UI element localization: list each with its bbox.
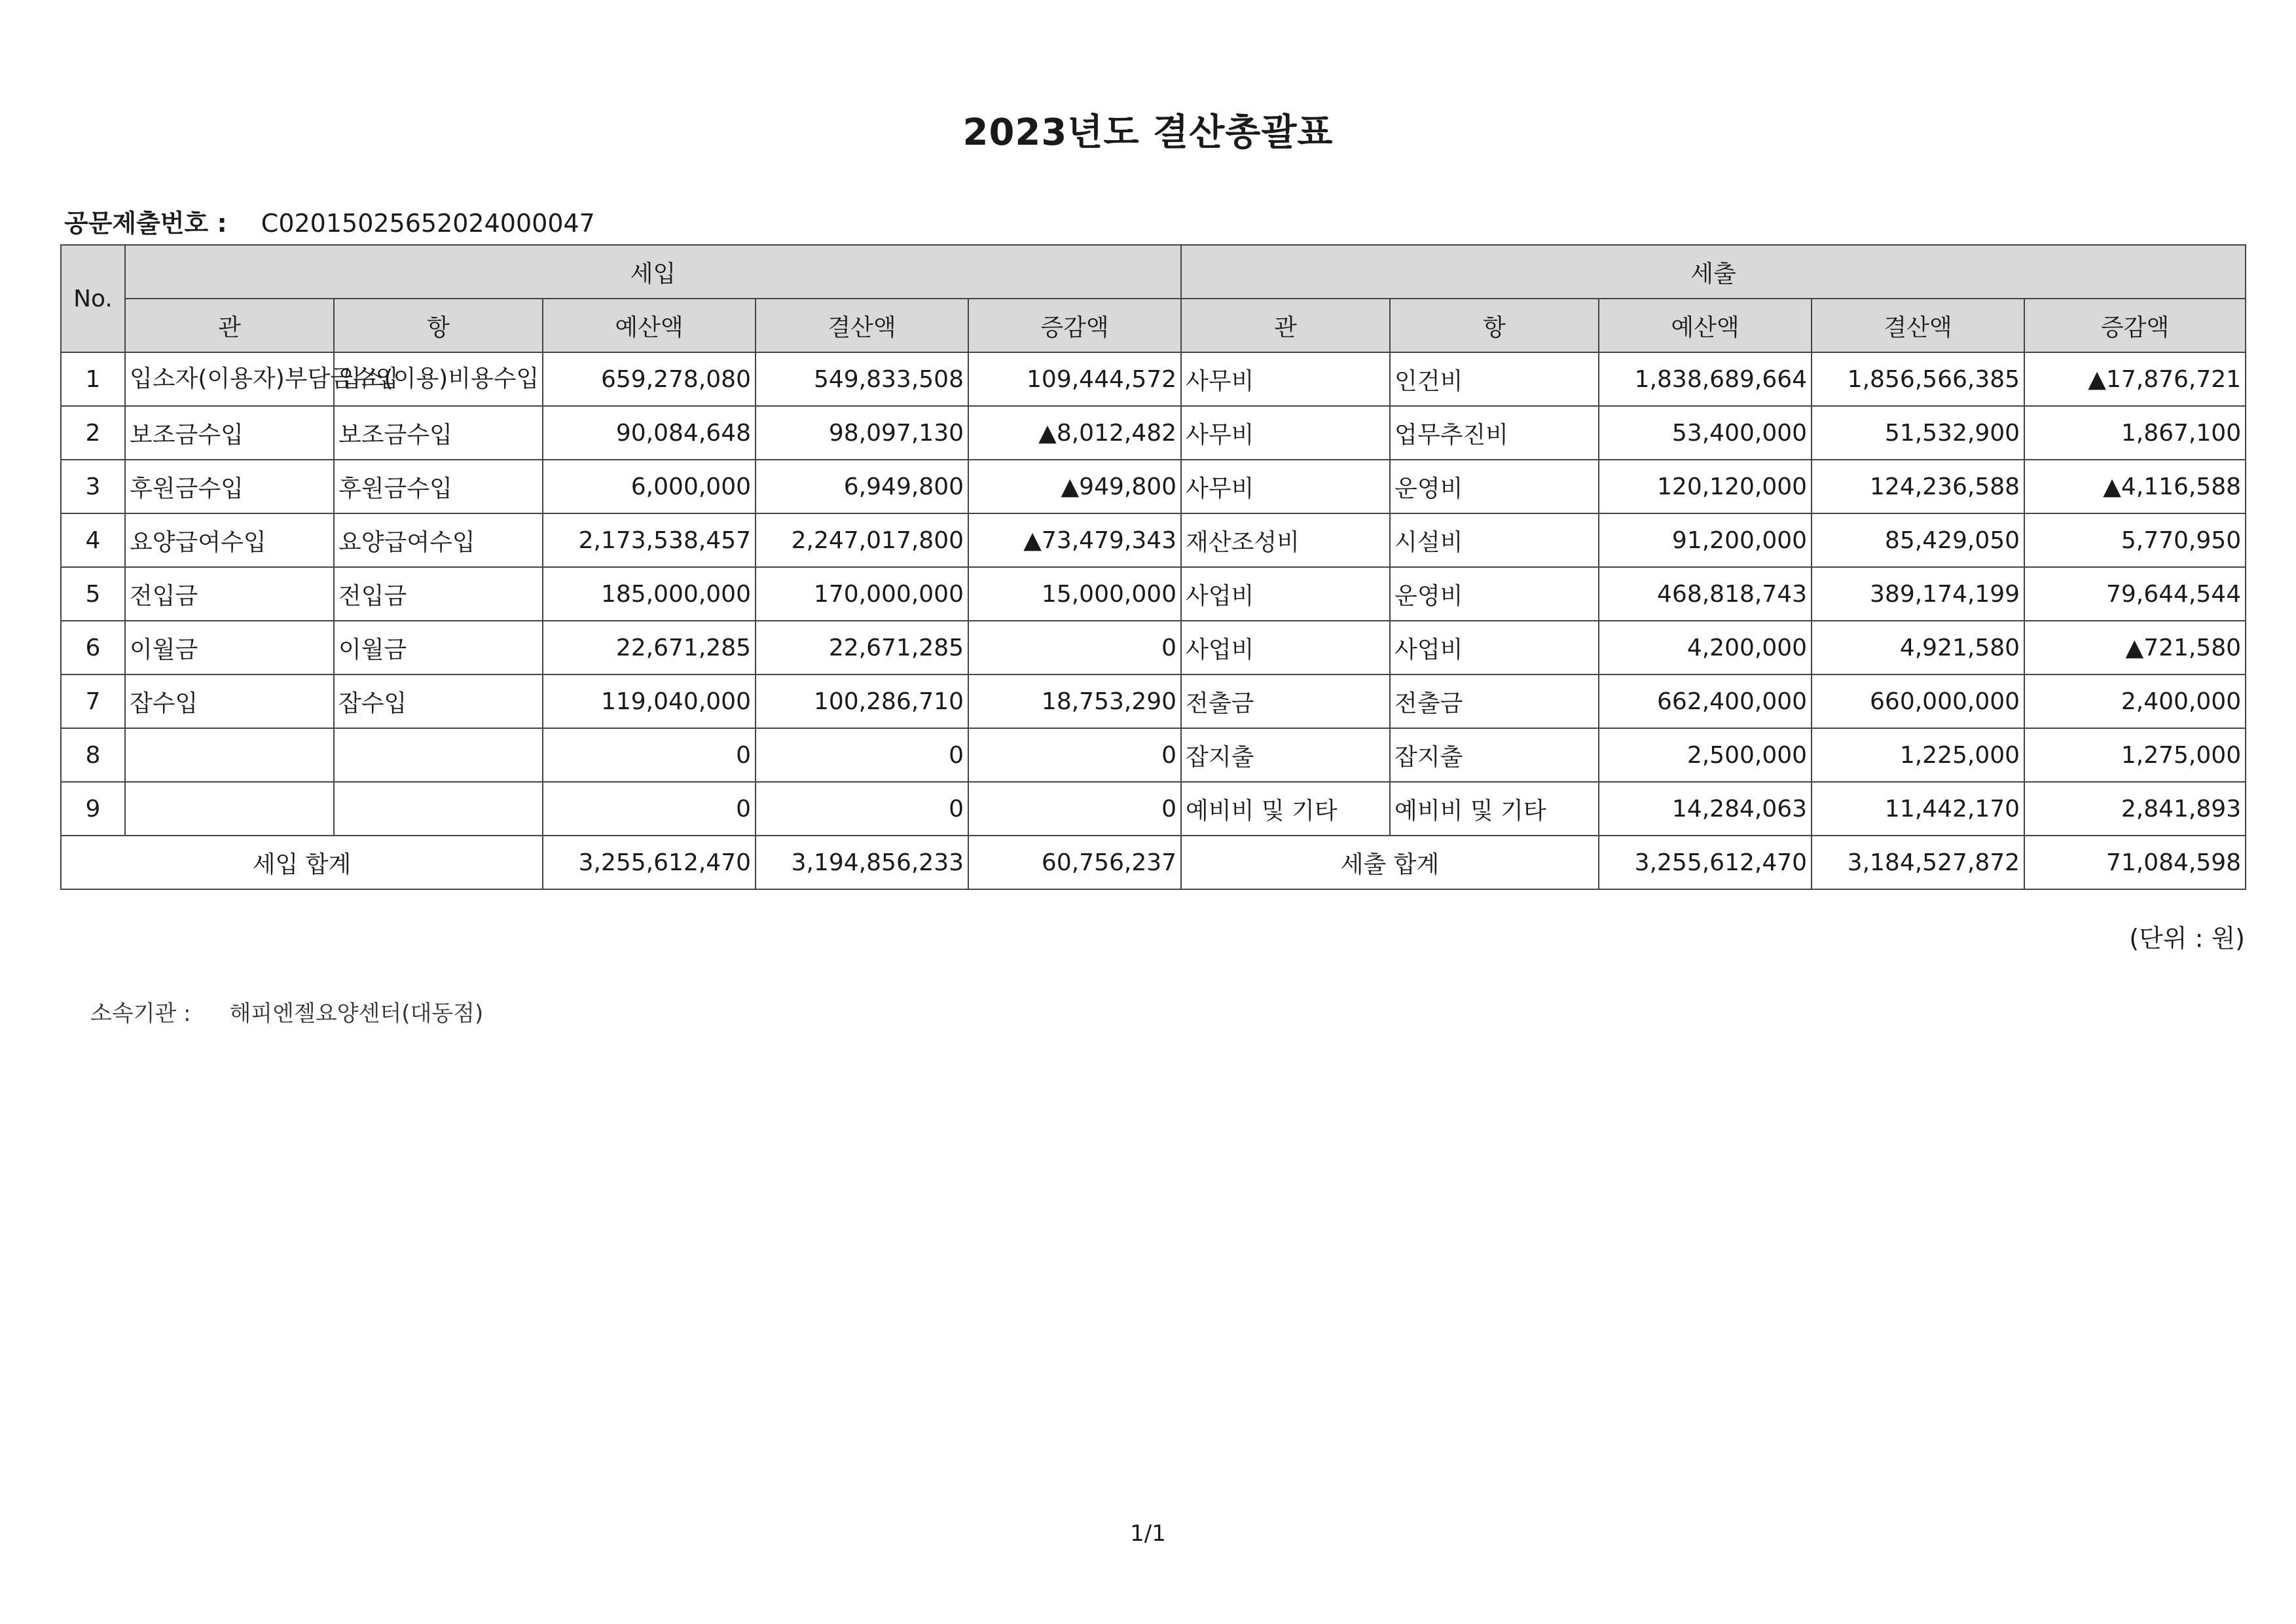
unit-note: (단위 : 원): [2129, 924, 2245, 953]
expense-budget: 53,400,000: [1599, 406, 1812, 460]
table-row: [61, 567, 2246, 621]
table-row: [61, 460, 2246, 513]
expense-total-budget: 3,255,612,470: [1599, 836, 1812, 889]
row-no: 1: [61, 352, 125, 406]
expense-budget: 662,400,000: [1599, 674, 1812, 728]
expense-total-settlement: 3,184,527,872: [1812, 836, 2024, 889]
income-hang: [334, 782, 543, 836]
header-income-gwan: 관: [125, 299, 334, 352]
income-hang: 잡수입: [334, 674, 543, 728]
row-no: 9: [61, 782, 125, 836]
income-hang: 보조금수입: [334, 406, 543, 460]
expense-gwan: 사업비: [1181, 567, 1390, 621]
header-expense-hang: 항: [1390, 299, 1599, 352]
expense-hang: 업무추진비: [1390, 406, 1599, 460]
income-hang: 입소(이용)비용수입: [334, 352, 543, 406]
expense-settlement: 1,856,566,385: [1812, 352, 2024, 406]
header-expense-settlement: 결산액: [1812, 299, 2024, 352]
expense-settlement: 389,174,199: [1812, 567, 2024, 621]
table-row: [61, 621, 2246, 674]
expense-hang: 시설비: [1390, 513, 1599, 567]
row-no: 3: [61, 460, 125, 513]
expense-budget: 91,200,000: [1599, 513, 1812, 567]
row-no: 8: [61, 728, 125, 782]
expense-gwan: 예비비 및 기타: [1181, 782, 1390, 836]
income-budget: 22,671,285: [543, 621, 756, 674]
expense-total-difference: 71,084,598: [2024, 836, 2246, 889]
expense-budget: 14,284,063: [1599, 782, 1812, 836]
expense-settlement: 1,225,000: [1812, 728, 2024, 782]
expense-hang: 인건비: [1390, 352, 1599, 406]
expense-hang: 잡지출: [1390, 728, 1599, 782]
income-budget: 2,173,538,457: [543, 513, 756, 567]
header-income-settlement: 결산액: [756, 299, 968, 352]
expense-settlement: 85,429,050: [1812, 513, 2024, 567]
expense-gwan: 사무비: [1181, 352, 1390, 406]
page-number: 1/1: [1130, 1521, 1166, 1547]
expense-difference: 1,275,000: [2024, 728, 2246, 782]
expense-gwan: 잡지출: [1181, 728, 1390, 782]
expense-settlement: 124,236,588: [1812, 460, 2024, 513]
expense-difference: 79,644,544: [2024, 567, 2246, 621]
header-expense-budget: 예산액: [1599, 299, 1812, 352]
income-gwan: 잡수입: [125, 674, 334, 728]
income-settlement: 98,097,130: [756, 406, 968, 460]
expense-gwan: 사무비: [1181, 460, 1390, 513]
table-row: [61, 674, 2246, 728]
income-budget: 0: [543, 728, 756, 782]
income-budget: 90,084,648: [543, 406, 756, 460]
income-total-label: 세입 합계: [61, 836, 543, 889]
income-hang: [334, 728, 543, 782]
expense-gwan: 전출금: [1181, 674, 1390, 728]
expense-budget: 4,200,000: [1599, 621, 1812, 674]
income-gwan: [125, 728, 334, 782]
expense-hang: 전출금: [1390, 674, 1599, 728]
income-settlement: 170,000,000: [756, 567, 968, 621]
expense-budget: 468,818,743: [1599, 567, 1812, 621]
expense-total-label: 세출 합계: [1181, 836, 1599, 889]
header-no: No.: [61, 245, 125, 352]
income-settlement: 100,286,710: [756, 674, 968, 728]
income-settlement: 2,247,017,800: [756, 513, 968, 567]
row-no: 5: [61, 567, 125, 621]
expense-difference: 5,770,950: [2024, 513, 2246, 567]
expense-difference: ▲17,876,721: [2024, 352, 2246, 406]
income-settlement: 549,833,508: [756, 352, 968, 406]
income-settlement: 22,671,285: [756, 621, 968, 674]
row-no: 7: [61, 674, 125, 728]
income-gwan: 후원금수입: [125, 460, 334, 513]
document-title: 2023년도 결산총괄표: [962, 111, 1334, 154]
expense-difference: 1,867,100: [2024, 406, 2246, 460]
expense-gwan: 재산조성비: [1181, 513, 1390, 567]
income-gwan: 입소자(이용자)부담금수입: [125, 352, 334, 406]
expense-difference: 2,400,000: [2024, 674, 2246, 728]
header-expense: 세출: [1181, 245, 2246, 299]
expense-difference: ▲721,580: [2024, 621, 2246, 674]
organization-name: 해피엔젤요양센터(대동점): [229, 1001, 484, 1027]
expense-hang: 운영비: [1390, 460, 1599, 513]
table-row: [61, 352, 2246, 406]
income-difference: ▲8,012,482: [968, 406, 1181, 460]
income-total-budget: 3,255,612,470: [543, 836, 756, 889]
income-total-settlement: 3,194,856,233: [756, 836, 968, 889]
income-gwan: 전입금: [125, 567, 334, 621]
expense-settlement: 51,532,900: [1812, 406, 2024, 460]
income-difference: ▲949,800: [968, 460, 1181, 513]
header-income-difference: 증감액: [968, 299, 1181, 352]
income-settlement: 0: [756, 782, 968, 836]
income-gwan: 요양급여수입: [125, 513, 334, 567]
income-hang: 이월금: [334, 621, 543, 674]
income-gwan: 이월금: [125, 621, 334, 674]
income-difference: 0: [968, 728, 1181, 782]
expense-settlement: 11,442,170: [1812, 782, 2024, 836]
row-no: 6: [61, 621, 125, 674]
income-hang: 전입금: [334, 567, 543, 621]
expense-hang: 운영비: [1390, 567, 1599, 621]
expense-gwan: 사무비: [1181, 406, 1390, 460]
row-no: 2: [61, 406, 125, 460]
expense-settlement: 4,921,580: [1812, 621, 2024, 674]
expense-gwan: 사업비: [1181, 621, 1390, 674]
income-difference: ▲73,479,343: [968, 513, 1181, 567]
income-gwan: [125, 782, 334, 836]
expense-hang: 사업비: [1390, 621, 1599, 674]
table-row: [61, 728, 2246, 782]
income-settlement: 6,949,800: [756, 460, 968, 513]
income-total-difference: 60,756,237: [968, 836, 1181, 889]
income-budget: 659,278,080: [543, 352, 756, 406]
income-difference: 0: [968, 621, 1181, 674]
row-no: 4: [61, 513, 125, 567]
income-gwan: 보조금수입: [125, 406, 334, 460]
table-row: [61, 406, 2246, 460]
income-difference: 0: [968, 782, 1181, 836]
expense-budget: 1,838,689,664: [1599, 352, 1812, 406]
income-budget: 0: [543, 782, 756, 836]
expense-hang: 예비비 및 기타: [1390, 782, 1599, 836]
settlement-summary-table: [60, 244, 2246, 890]
organization-label: 소속기관 :: [90, 1001, 191, 1027]
header-income: 세입: [125, 245, 1181, 299]
header-income-hang: 항: [334, 299, 543, 352]
document-number-value: C0201502565202400004​7: [261, 209, 595, 238]
income-hang: 요양급여수입: [334, 513, 543, 567]
expense-settlement: 660,000,000: [1812, 674, 2024, 728]
expense-difference: 2,841,893: [2024, 782, 2246, 836]
document-number: [64, 203, 595, 239]
income-settlement: 0: [756, 728, 968, 782]
header-expense-difference: 증감액: [2024, 299, 2246, 352]
income-difference: 109,444,572: [968, 352, 1181, 406]
income-budget: 185,000,000: [543, 567, 756, 621]
expense-difference: ▲4,116,588: [2024, 460, 2246, 513]
organization: [90, 995, 483, 1027]
header-income-budget: 예산액: [543, 299, 756, 352]
expense-budget: 2,500,000: [1599, 728, 1812, 782]
document-number-label: 공문제출번호 :: [64, 209, 227, 238]
header-expense-gwan: 관: [1181, 299, 1390, 352]
income-difference: 15,000,000: [968, 567, 1181, 621]
income-hang: 후원금수입: [334, 460, 543, 513]
table-row: [61, 782, 2246, 836]
income-budget: 119,040,000: [543, 674, 756, 728]
expense-budget: 120,120,000: [1599, 460, 1812, 513]
income-difference: 18,753,290: [968, 674, 1181, 728]
income-budget: 6,000,000: [543, 460, 756, 513]
totals-row: [61, 836, 2246, 889]
table-row: [61, 513, 2246, 567]
